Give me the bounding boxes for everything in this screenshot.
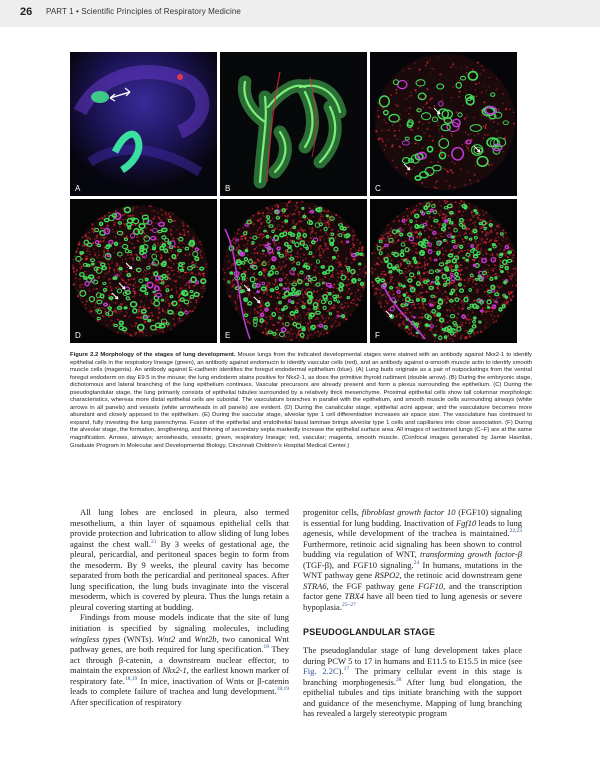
panel-label-b: B (225, 184, 231, 193)
header-bar (0, 0, 600, 27)
panel-label-f: F (375, 331, 380, 340)
panel-label-a: A (75, 184, 81, 193)
panel-label-d: D (75, 331, 81, 340)
figure-2-2 (70, 52, 517, 343)
left-column (70, 507, 289, 707)
paragraph: The pseudoglandular stage of lung development takes place during PCW 5 to 17 in humans and E11.5 to E15.5 in mice (see Fig. 2.2C).$^{17}$ The primary cellular event in this stage is branching morphogenesis.$^{28}$ After lung bud elongation, the epithelial tubules and tips initiate branching with the support and guidance of the mesenchyme. Mapping of lung branching has revealed a largely stereotypic program (303, 645, 523, 719)
right-column (303, 507, 522, 719)
paragraph: progenitor cells, fibroblast growth factor 10 (FGF10) signaling is essential for lung budding. Inactivation of Fgf10 leads to lung agenesis, while development of the trachea is maintained.$^{22,23}$ Furthermore, retinoic acid signaling has been shown to control budding via regulation of WNT, transforming growth factor-β (TGF-β), and FGF10 signaling.$^{24}$ In humans, mutations in the WNT pathway gene RSPO2, the retinoic acid downstream gene STRA6, the FGF pathway gene FGF10, and the transcription factor gene TBX4 have all been tied to lung agenesis or severe hypoplasia.$^{25-27}$ (303, 507, 523, 612)
reference-link[interactable]: 22,23 (509, 528, 522, 535)
paragraph: Findings from mouse models indicate that the site of lung initiation is specified by signaling molecules, including wingless types (WNTs). Wnt2 and Wnt2b, two canonical Wnt pathway genes, are both required for lung specification.$^{18}$ They act through β-catenin, a downstream nuclear effector, to maintain the expression of Nkx2-1, the earliest known marker of respiratory fate.$^{18,19}$ In mice, inactivation of Wnts or β-catenin leads to complete failure of trachea and lung development.$^{18,19}$ After specification of respiratory (70, 612, 290, 707)
panel-e (220, 199, 367, 343)
reference-link[interactable]: 18 (263, 644, 269, 651)
reference-link[interactable]: 25–27 (341, 602, 356, 609)
reference-link[interactable]: 18,19 (124, 675, 138, 682)
panel-f (370, 199, 517, 343)
panel-c (370, 52, 517, 196)
panel-label-e: E (225, 331, 231, 340)
caption-body: Mouse lungs from the indicated developmental stages were stained with an antibody against Nkx2-1 to identify epithelial cells in the respiratory lineage (green), an antibody against endomucin to identify vascular cells (red), and an antibody against α-smooth muscle actin to identify smooth muscle cells (magenta). An antibody against E-cadherin identifies the foregut endodermal epithelium (blue). (A) Lung buds originate as a pair of outpocketings from the ventral foregut endoderm on day E9.5 in the mouse; the lung endoderm stains positive for Nkx2-1, as does the primitive thyroid rudiment (double arrow). (B) During the embryonic stage, dichotomous and lateral branching of the lung epithelium continues. Vascular precursors are already present and form a plexus surrounding the epithelium. (C) During the pseudoglandular stage, the lung primarily consists of epithelial tubules surrounded by a relatively thick mesenchyme. Proximal epithelial cells show tall columnar morphologic characteristics, whereas more distal epithelial cells are cuboidal. The vasculature branches in parallel with the epithelium, and smooth muscle cells surrounding airways (white arrows in all panels) and vessels (white arrowheads in all panels) are evident. (D) During the canalicular stage, epithelial acini appear, and the vasculature becomes more abundant and closely apposed to the epithelium. (E) During the saccular stage, alveolar type 1 cell differentiation increases air space size. The vasculature has continued to expand, fully investing the lung parenchyma. Fusion of the epithelial and endothelial basal laminae brings alveolar type 1 cells and capillaries into close association. (F) During the alveolar stage, the formation, lengthening, and thinning of secondary septa markedly increase the epithelial surface area. All images of sectioned lungs (C–F) are at the same magnification. Arrows, airways; arrowheads, vessels; green, respiratory lineage; red, vascular; magenta, smooth muscle. (Confocal images generated by Jamie Havrilak, Graduate Program in Molecular and Developmental Biology, Cincinnati Children's Hospital Medical Center.) (70, 352, 532, 449)
reference-link[interactable]: 21 (151, 538, 157, 545)
panel-b (220, 52, 367, 196)
figure-caption (70, 352, 532, 450)
section-heading: PSEUDOGLANDULAR STAGE (303, 627, 436, 638)
figure-link[interactable]: Fig. 2.2C (303, 666, 339, 677)
running-head: PART 1 • Scientific Principles of Respiratory Medicine (46, 7, 241, 16)
reference-link[interactable]: 18,19 (276, 686, 289, 693)
reference-link[interactable]: 17 (343, 666, 350, 673)
panel-a (70, 52, 217, 196)
page-number: 26 (20, 6, 33, 18)
caption-title: Figure 2.2 Morphology of the stages of lung development. (70, 352, 236, 358)
reference-link[interactable]: 24 (413, 559, 420, 566)
panel-label-c: C (375, 184, 381, 193)
paragraph: All lung lobes are enclosed in pleura, also termed mesothelium, a thin layer of squamous epithelial cells that provide protection and lubrication to allow sliding of lung lobes against the chest wall.$^{21}$ By 3 weeks of gestational age, the pleural, pericardial, and peritoneal spaces begin to form from the mesoderm. By 9 weeks, the pleural cavity has become separated from both the pericardial and peritoneal spaces. After lung specification, the lung buds invaginate into the visceral mesoderm, which is covered by pleura. Thus the lungs retain a pleural covering starting at budding. (70, 507, 289, 612)
reference-link[interactable]: 28 (395, 676, 402, 683)
panel-d (70, 199, 217, 343)
